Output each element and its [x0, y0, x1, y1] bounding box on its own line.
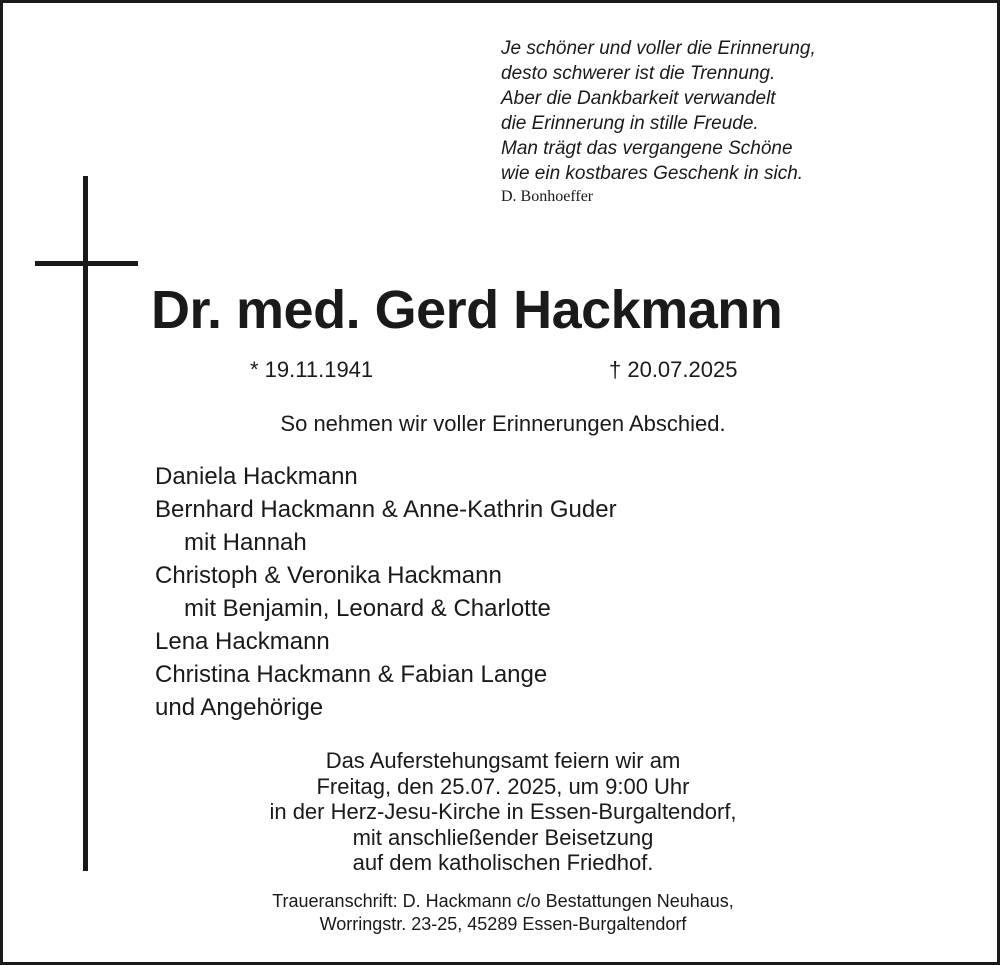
service-line: Freitag, den 25.07. 2025, um 9:00 Uhr [316, 773, 690, 799]
family-member: und Angehörige [155, 694, 324, 721]
family-member: Christoph & Veronika Hackmann [155, 562, 502, 589]
farewell-text: So nehmen wir voller Erinnerungen Abschied. [280, 411, 726, 436]
family-list [155, 460, 617, 724]
service-line: in der Herz-Jesu-Kirche in Essen-Burgaltendorf, [269, 799, 737, 824]
quote-line: Man trägt das vergangene Schöne [501, 138, 793, 159]
address-line: Worringstr. 23-25, 45289 Essen-Burgaltendorf [319, 914, 687, 934]
quote-line: desto schwerer ist die Trennung. [501, 63, 776, 84]
deceased-name: Dr. med. Gerd Hackmann [151, 280, 783, 340]
family-member: Bernhard Hackmann & Anne-Kathrin Guder [155, 496, 617, 523]
mourning-address [3, 890, 1000, 936]
quote-line: die Erinnerung in stille Freude. [501, 113, 759, 134]
service-line: Das Auferstehungsamt feiern wir am [325, 748, 681, 773]
service-details [3, 748, 1000, 876]
death-date: † 20.07.2025 [609, 357, 738, 382]
family-member: mit Hannah [184, 529, 307, 556]
birth-date: * 19.11.1941 [250, 357, 374, 382]
family-member: mit Benjamin, Leonard & Charlotte [184, 595, 551, 622]
quote-line: wie ein kostbares Geschenk in sich. [501, 163, 804, 184]
quote-line: Je schöner und voller die Erinnerung, [501, 38, 816, 59]
cross-horizontal-bar [35, 261, 138, 266]
address-line: Traueranschrift: D. Hackmann c/o Bestattungen Neuhaus, [272, 891, 734, 911]
service-line: auf dem katholischen Friedhof. [352, 850, 654, 875]
quote-author: D. Bonhoeffer [501, 188, 594, 205]
family-member: Christina Hackmann & Fabian Lange [155, 661, 548, 688]
memorial-quote [501, 36, 971, 208]
service-line: mit anschließender Beisetzung [352, 824, 654, 850]
quote-line: Aber die Dankbarkeit verwandelt [501, 88, 776, 109]
family-member: Daniela Hackmann [155, 463, 358, 490]
family-member: Lena Hackmann [155, 628, 330, 655]
